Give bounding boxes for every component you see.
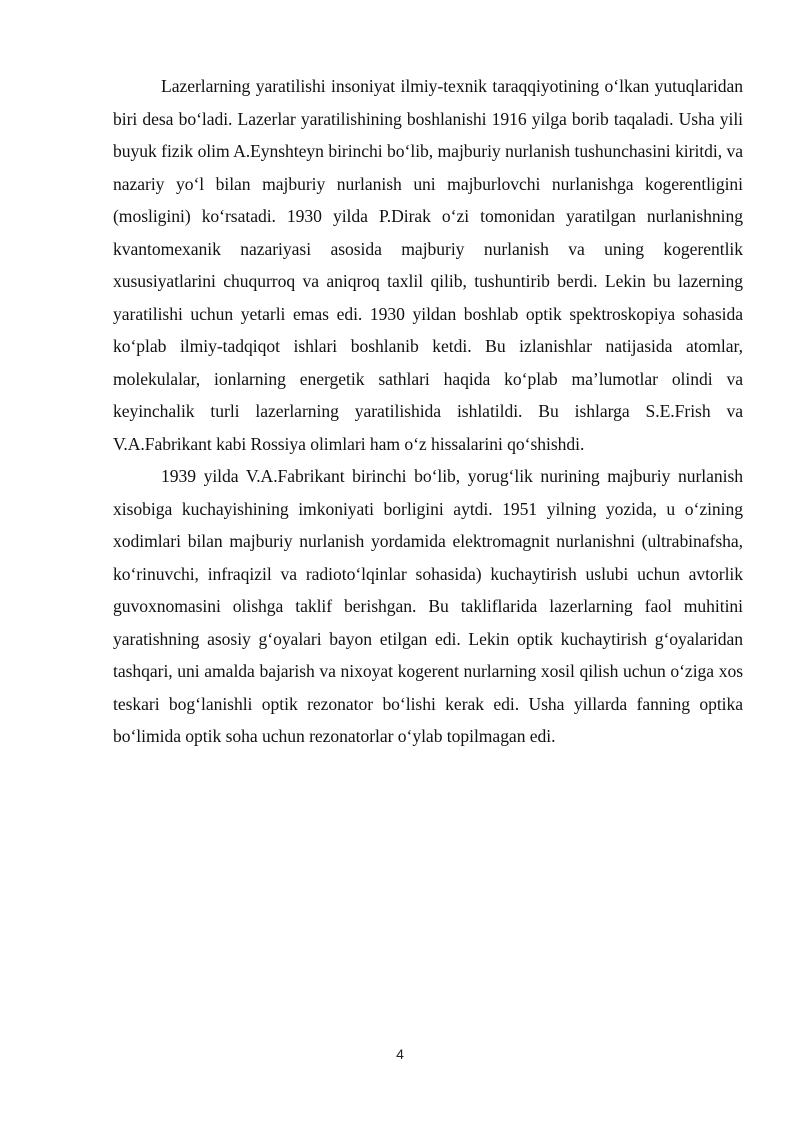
document-page <box>113 70 743 753</box>
page-number: 4 <box>396 1046 404 1062</box>
paragraph-lasers-history: Lazerlarning yaratilishi insoniyat ilmiy-texnik taraqqiyotining o‘lkan yutuqlaridan biri desa bo‘ladi. Lazerlar yaratilishining boshlanishi 1916 yilga borib taqaladi. Usha yili buyuk fizik olim A.Eynshteyn birinchi bo‘lib, majburiy nurlanish tushunchasini kiritdi, va nazariy yo‘l bilan majburiy nurlanish uni majburlovchi nurlanishga kogerentligini (mosligini) ko‘rsatadi. 1930 yilda P.Dirak o‘zi tomonidan yaratilgan nurlanishning kvantomexanik nazariyasi asosida majburiy nurlanish va uning kogerentlik xususiyatlarini chuqurroq va aniqroq taxlil qilib, tushuntirib berdi. Lekin bu lazerning yaratilishi uchun yetarli emas edi. 1930 yildan boshlab optik spektroskopiya sohasida ko‘plab ilmiy-tadqiqot ishlari boshlanib ketdi. Bu izlanishlar natijasida atomlar, molekulalar, ionlarning energetik sathlari haqida ko‘plab ma’lumotlar olindi va keyinchalik turli lazerlarning yaratilishida ishlatildi. Bu ishlarga S.E.Frish va V.A.Fabrikant kabi Rossiya olimlari ham o‘z hissalarini qo‘shishdi. <box>113 76 743 454</box>
paragraph-fabrikant: 1939 yilda V.A.Fabrikant birinchi bo‘lib, yorug‘lik nurining majburiy nurlanish xisobiga kuchayishining imkoniyati borligini aytdi. 1951 yilning yozida, u o‘zining xodimlari bilan majburiy nurlanish yordamida elektromagnit nurlanishni (ultrabinafsha, ko‘rinuvchi, infraqizil va radioto‘lqinlar sohasida) kuchaytirish uslubi uchun avtorlik guvoxnomasini olishga taklif berishgan. Bu takliflarida lazerlarning faol muhitini yaratishning asosiy g‘oyalari bayon etilgan edi. Lekin optik kuchaytirish g‘oyalaridan tashqari, uni amalda bajarish va nixoyat kogerent nurlarning xosil qilish uchun o‘ziga xos teskari bog‘lanishli optik rezonator bo‘lishi kerak edi. Usha yillarda fanning optika bo‘limida optik soha uchun rezonatorlar o‘ylab topilmagan edi. <box>113 466 743 746</box>
